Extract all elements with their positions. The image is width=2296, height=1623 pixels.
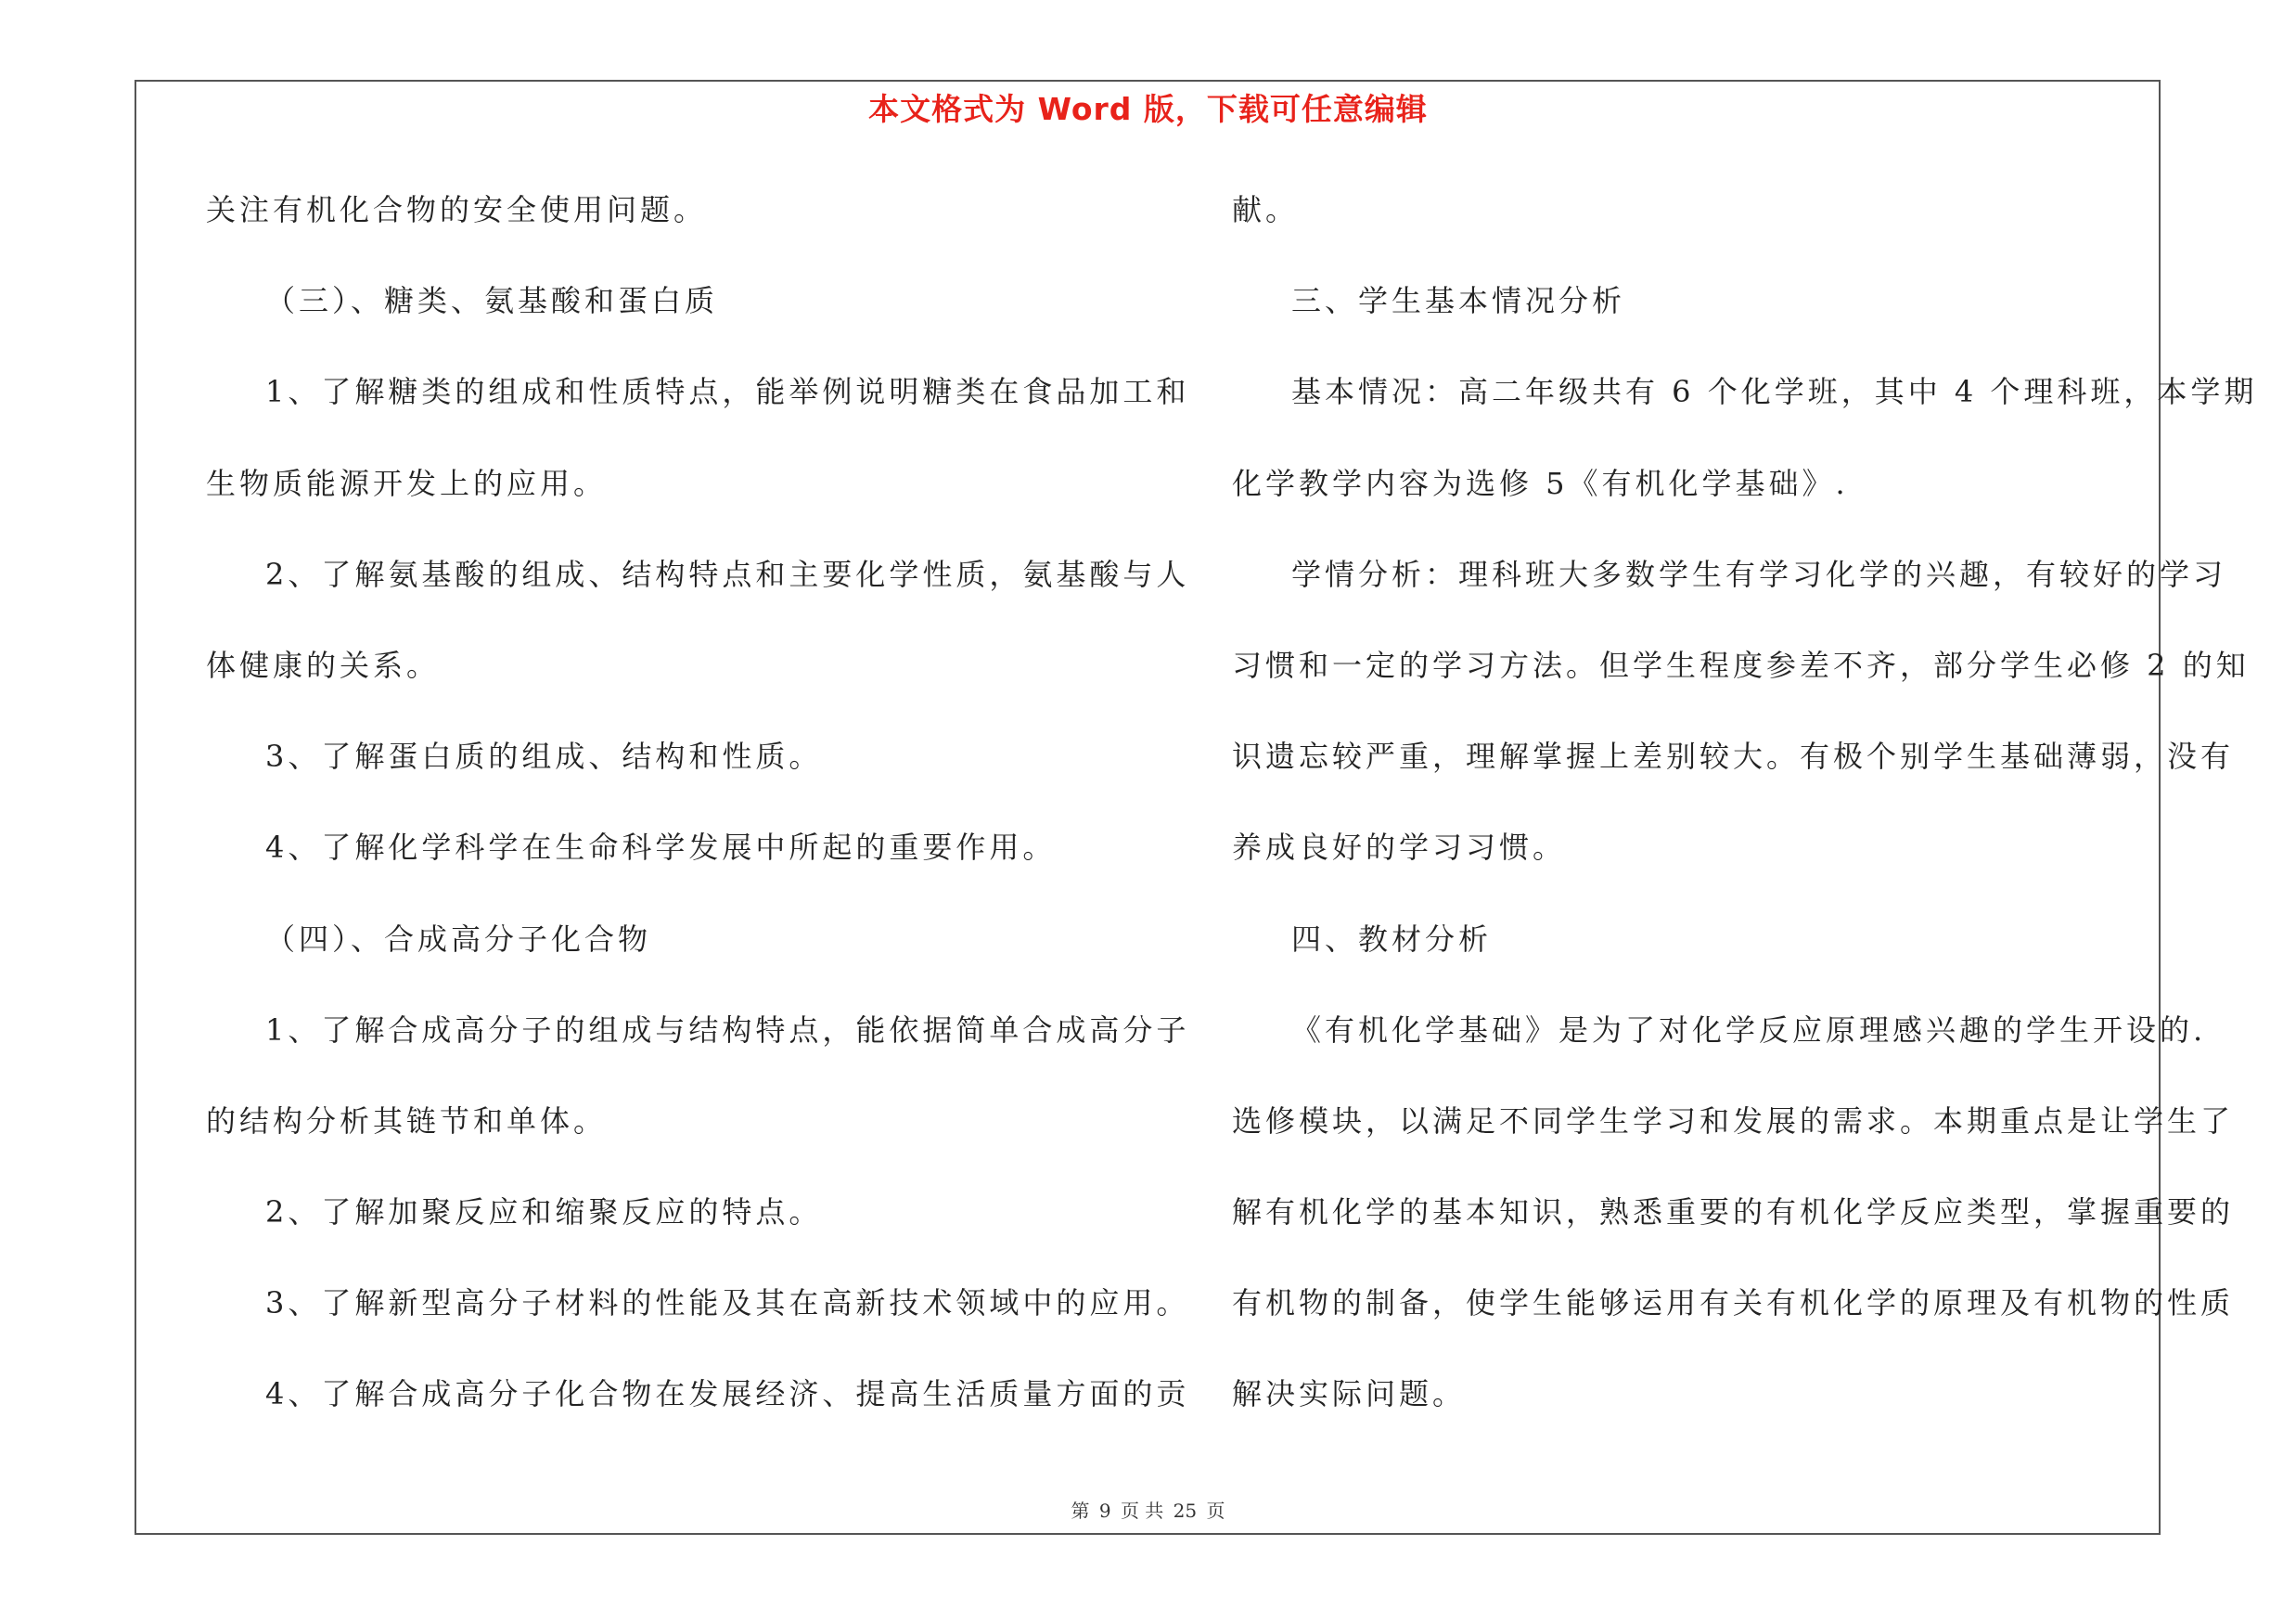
section-heading: 三、学生基本情况分析 <box>1291 283 1626 319</box>
footer-suffix: 页 <box>1206 1500 1225 1522</box>
section-heading: （四）、合成高分子化合物 <box>265 921 652 957</box>
right-column <box>1232 182 2258 1458</box>
text-line: 解决实际问题。 <box>1232 1376 1467 1412</box>
footer-prefix: 第 <box>1071 1500 1090 1522</box>
text-line: 关注有机化合物的安全使用问题。 <box>206 192 708 227</box>
text-line: 4、了解化学科学在生命科学发展中所起的重要作用。 <box>265 830 1057 866</box>
text-line: 学情分析：理科班大多数学生有学习化学的兴趣，有较好的学习 <box>1291 556 2227 592</box>
text-line: 2、了解氨基酸的组成、结构特点和主要化学性质，氨基酸与人 <box>265 556 1190 592</box>
footer-total-pages: 25 <box>1173 1500 1198 1522</box>
footer-page-number: 9 <box>1098 1500 1111 1522</box>
text-line: 的结构分析其链节和单体。 <box>206 1102 608 1139</box>
left-column <box>206 182 1190 1458</box>
text-line: 识遗忘较严重，理解掌握上差别较大。有极个别学生基础薄弱，没有 <box>1232 739 2235 775</box>
section-heading: （三）、糖类、氨基酸和蛋白质 <box>265 283 719 319</box>
text-line: 生物质能源开发上的应用。 <box>206 465 608 501</box>
text-line: 基本情况：高二年级共有 6 个化学班，其中 4 个理科班，本学期 <box>1291 374 2258 410</box>
section-heading: 四、教材分析 <box>1291 921 1493 957</box>
text-line: 化学教学内容为选修 5《有机化学基础》. <box>1232 465 1849 501</box>
text-line: 解有机化学的基本知识，熟悉重要的有机化学反应类型，掌握重要的 <box>1232 1194 2235 1230</box>
text-line: 养成良好的学习习惯。 <box>1232 830 1567 866</box>
text-line: 有机物的制备，使学生能够运用有关有机化学的原理及有机物的性质 <box>1232 1285 2235 1321</box>
page-footer <box>0 1496 2296 1523</box>
text-line: 4、了解合成高分子化合物在发展经济、提高生活质量方面的贡 <box>265 1376 1190 1412</box>
text-line: 2、了解加聚反应和缩聚反应的特点。 <box>265 1194 823 1230</box>
text-line: 体健康的关系。 <box>206 647 441 683</box>
text-line: 3、了解蛋白质的组成、结构和性质。 <box>265 739 823 775</box>
text-line: 3、了解新型高分子材料的性能及其在高新技术领域中的应用。 <box>265 1285 1190 1321</box>
text-line: 《有机化学基础》是为了对化学反应原理感兴趣的学生开设的. <box>1291 1011 2207 1048</box>
text-line: 习惯和一定的学习方法。但学生程度参差不齐，部分学生必修 2 的知 <box>1232 647 2250 683</box>
footer-middle: 页 共 <box>1120 1500 1164 1522</box>
text-line: 献。 <box>1232 192 1300 227</box>
header-banner: 本文格式为 Word 版，下载可任意编辑 <box>868 91 1428 127</box>
text-line: 1、了解糖类的组成和性质特点，能举例说明糖类在食品加工和 <box>265 374 1190 410</box>
text-line: 选修模块，以满足不同学生学习和发展的需求。本期重点是让学生了 <box>1232 1102 2235 1139</box>
text-line: 1、了解合成高分子的组成与结构特点，能依据简单合成高分子 <box>265 1011 1190 1048</box>
